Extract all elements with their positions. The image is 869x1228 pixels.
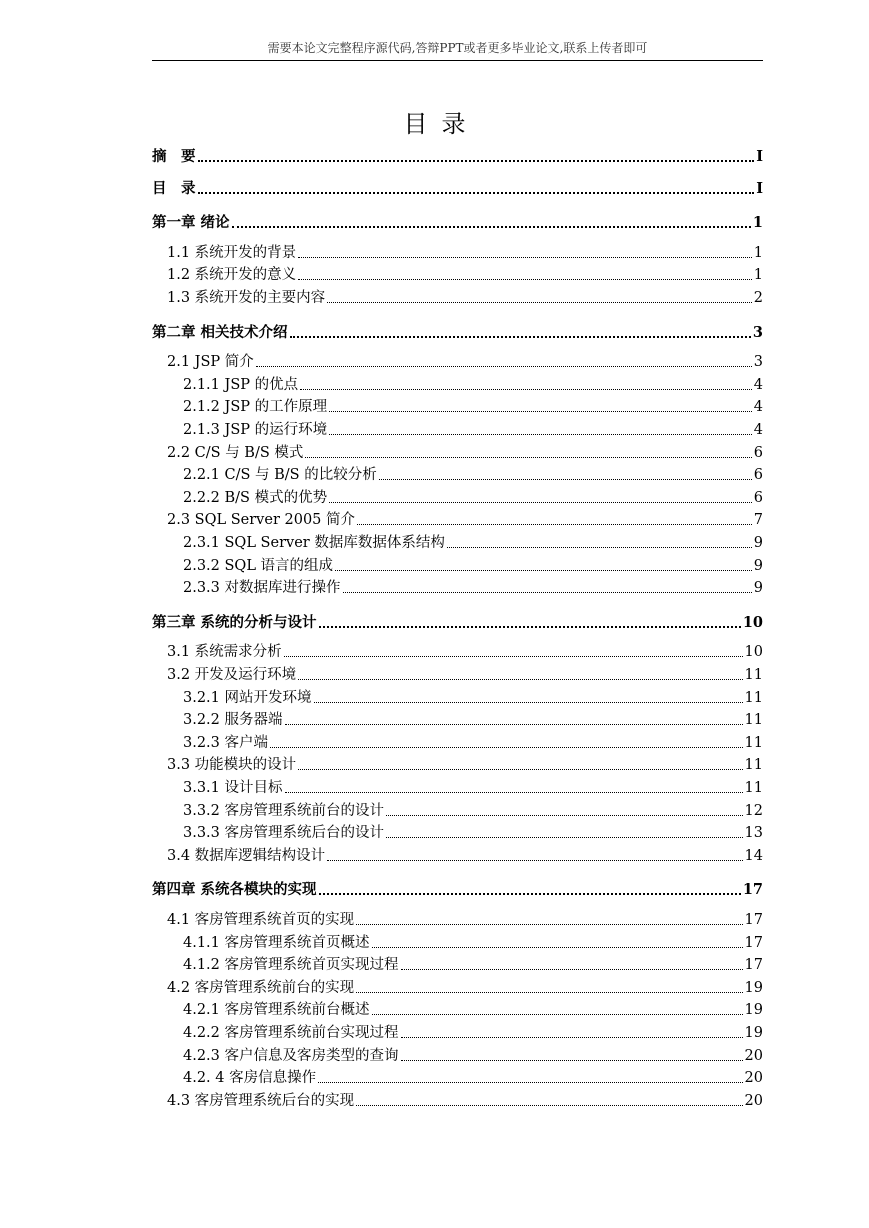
toc-section-entry[interactable] bbox=[152, 707, 763, 729]
toc-entry-page-number: 19 bbox=[744, 979, 763, 996]
toc-section-entry[interactable] bbox=[152, 662, 763, 684]
toc-section-entry[interactable] bbox=[152, 530, 763, 552]
toc-dot-leader bbox=[256, 365, 752, 367]
toc-entry-label: 2.2.2 B/S 模式的优势 bbox=[183, 489, 328, 506]
toc-chapter-entry[interactable] bbox=[152, 144, 763, 166]
toc-entry-label: 1.3 系统开发的主要内容 bbox=[167, 290, 326, 306]
toc-entry-page-number: 1 bbox=[752, 214, 763, 232]
toc-entry-label: 2.3.1 SQL Server 数据库数据体系结构 bbox=[183, 535, 445, 551]
toc-section-entry[interactable] bbox=[152, 997, 763, 1019]
toc-dot-leader bbox=[305, 456, 751, 458]
toc-entry-page-number: 6 bbox=[753, 444, 763, 461]
toc-entry-page-number: 17 bbox=[742, 881, 763, 899]
toc-entry-page-number: 3 bbox=[753, 354, 763, 371]
toc-entry-page-number: 6 bbox=[753, 467, 763, 484]
toc-entry-label: 4.2 客房管理系统前台的实现 bbox=[167, 979, 355, 996]
toc-entry-label: 第二章 相关技术介绍 bbox=[152, 323, 288, 341]
toc-dot-leader bbox=[298, 256, 752, 258]
toc-dot-leader bbox=[290, 335, 751, 338]
toc-section-entry[interactable] bbox=[152, 843, 763, 865]
toc-entry-label: 2.1.2 JSP 的工作原理 bbox=[183, 399, 328, 416]
toc-dot-leader bbox=[298, 768, 742, 770]
toc-dot-leader bbox=[285, 723, 743, 725]
toc-dot-leader bbox=[356, 991, 742, 993]
toc-dot-leader bbox=[298, 678, 742, 680]
toc-section-entry[interactable] bbox=[152, 1088, 763, 1110]
toc-dot-leader bbox=[198, 159, 755, 162]
toc-entry-page-number: 9 bbox=[753, 557, 763, 574]
toc-section-entry[interactable] bbox=[152, 975, 763, 997]
toc-dot-leader bbox=[372, 1013, 743, 1015]
toc-entry-label: 4.2. 4 客房信息操作 bbox=[183, 1070, 317, 1087]
toc-entry-page-number: 20 bbox=[744, 1047, 763, 1064]
toc-section-entry[interactable] bbox=[152, 440, 763, 462]
toc-entry-page-number: 20 bbox=[744, 1092, 763, 1109]
toc-entry-label: 3.4 数据库逻辑结构设计 bbox=[167, 847, 326, 864]
toc-dot-leader bbox=[401, 968, 743, 970]
toc-entry-label: 摘 要 bbox=[152, 148, 196, 165]
toc-section-entry[interactable] bbox=[152, 507, 763, 529]
toc-entry-label: 3.2.1 网站开发环境 bbox=[183, 689, 312, 706]
toc-dot-leader bbox=[356, 923, 742, 925]
toc-chapter-entry[interactable] bbox=[152, 610, 763, 632]
toc-entry-page-number: 19 bbox=[744, 1025, 763, 1041]
toc-section-entry[interactable] bbox=[152, 553, 763, 575]
toc-entry-page-number: 13 bbox=[744, 825, 763, 842]
toc-entry-page-number: 4 bbox=[753, 399, 763, 416]
toc-entry-page-number: 1 bbox=[753, 244, 763, 261]
toc-entry-label: 2.1 JSP 简介 bbox=[167, 354, 254, 371]
toc-dot-leader bbox=[284, 655, 743, 657]
toc-dot-leader bbox=[335, 569, 752, 571]
toc-entry-label: 4.2.2 客房管理系统前台实现过程 bbox=[183, 1025, 399, 1041]
toc-entry-label: 3.2 开发及运行环境 bbox=[167, 667, 297, 683]
toc-entry-page-number: 9 bbox=[753, 580, 763, 597]
toc-entry-label: 第三章 系统的分析与设计 bbox=[152, 613, 317, 631]
toc-entry-label: 4.3 客房管理系统后台的实现 bbox=[167, 1092, 355, 1109]
toc-entry-page-number: 9 bbox=[753, 535, 763, 551]
toc-dot-leader bbox=[285, 791, 743, 793]
toc-entry-label: 第四章 系统各模块的实现 bbox=[152, 881, 317, 899]
toc-dot-leader bbox=[327, 301, 752, 303]
toc-chapter-entry[interactable] bbox=[152, 210, 763, 232]
toc-section-entry[interactable] bbox=[152, 775, 763, 797]
page-header bbox=[152, 40, 763, 61]
toc-entry-label: 4.2.3 客户信息及客房类型的查询 bbox=[183, 1047, 399, 1064]
toc-entry-label: 2.2.1 C/S 与 B/S 的比较分析 bbox=[183, 467, 377, 484]
toc-dot-leader bbox=[343, 591, 752, 593]
toc-dot-leader bbox=[356, 1104, 742, 1106]
toc-dot-leader bbox=[319, 892, 741, 895]
toc-dot-leader bbox=[300, 388, 752, 390]
toc-section-entry[interactable] bbox=[152, 639, 763, 661]
toc-dot-leader bbox=[298, 278, 752, 280]
toc-entry-page-number: 11 bbox=[744, 667, 763, 683]
toc-dot-leader bbox=[401, 1059, 743, 1061]
toc-section-entry[interactable] bbox=[152, 907, 763, 929]
toc-entry-page-number: 17 bbox=[744, 957, 763, 974]
toc-entry-label: 3.2.2 服务器端 bbox=[183, 712, 283, 729]
toc-entry-page-number: 17 bbox=[744, 912, 763, 928]
toc-entry-label: 第一章 绪论 bbox=[152, 214, 230, 232]
toc-dot-leader bbox=[447, 546, 752, 548]
toc-entry-label: 1.1 系统开发的背景 bbox=[167, 244, 297, 261]
toc-section-entry[interactable] bbox=[152, 262, 763, 284]
toc-entry-label: 4.1.1 客房管理系统首页概述 bbox=[183, 934, 370, 951]
toc-section-entry[interactable] bbox=[152, 372, 763, 394]
toc-entry-label: 3.3.3 客房管理系统后台的设计 bbox=[183, 825, 385, 842]
toc-dot-leader bbox=[379, 478, 752, 480]
toc-dot-leader bbox=[319, 625, 741, 628]
toc-entry-page-number: I bbox=[756, 148, 763, 165]
toc-section-entry[interactable] bbox=[152, 349, 763, 371]
toc-entry-label: 4.1 客房管理系统首页的实现 bbox=[167, 912, 355, 928]
toc-entry-label: 2.1.1 JSP 的优点 bbox=[183, 376, 299, 393]
toc-entry-page-number: 4 bbox=[753, 376, 763, 393]
toc-section-entry[interactable] bbox=[152, 685, 763, 707]
toc-dot-leader bbox=[386, 836, 743, 838]
toc-entry-label: 3.2.3 客户端 bbox=[183, 734, 269, 751]
toc-entry-label: 2.3.2 SQL 语言的组成 bbox=[183, 557, 334, 574]
toc-entry-page-number: 12 bbox=[744, 802, 763, 819]
toc-dot-leader bbox=[329, 501, 752, 503]
header-text: 需要本论文完整程序源代码,答辩PPT或者更多毕业论文,联系上传者即可 bbox=[267, 41, 648, 55]
toc-entry-page-number: 11 bbox=[744, 780, 763, 796]
page-title: 目录 bbox=[403, 110, 480, 138]
toc-entry-label: 2.2 C/S 与 B/S 模式 bbox=[167, 444, 304, 461]
toc-entry-page-number: 10 bbox=[742, 613, 763, 631]
toc-entry-page-number: 19 bbox=[744, 1002, 763, 1019]
toc-section-entry[interactable] bbox=[152, 952, 763, 974]
toc-section-entry[interactable] bbox=[152, 1065, 763, 1087]
toc-dot-leader bbox=[386, 814, 743, 816]
toc-entry-page-number: 7 bbox=[753, 512, 763, 529]
toc-section-entry[interactable] bbox=[152, 575, 763, 597]
toc-section-entry[interactable] bbox=[152, 394, 763, 416]
toc-entry-label: 1.2 系统开发的意义 bbox=[167, 267, 297, 284]
toc-section-entry[interactable] bbox=[152, 930, 763, 952]
toc-section-entry[interactable] bbox=[152, 820, 763, 842]
toc-entry-page-number: 14 bbox=[744, 847, 763, 864]
toc-entry-page-number: 11 bbox=[744, 757, 763, 774]
toc-section-entry[interactable] bbox=[152, 285, 763, 307]
toc-entry-label: 3.3 功能模块的设计 bbox=[167, 757, 297, 774]
toc-entry-label: 2.3 SQL Server 2005 简介 bbox=[167, 512, 355, 529]
toc-section-entry[interactable] bbox=[152, 752, 763, 774]
toc-dot-leader bbox=[372, 946, 743, 948]
toc-dot-leader bbox=[270, 746, 743, 748]
toc-section-entry[interactable] bbox=[152, 1043, 763, 1065]
toc-entry-label: 2.1.3 JSP 的运行环境 bbox=[183, 422, 328, 438]
toc-entry-label: 4.2.1 客房管理系统前台概述 bbox=[183, 1002, 370, 1019]
toc-chapter-entry[interactable] bbox=[152, 320, 763, 342]
toc-dot-leader bbox=[198, 191, 755, 194]
toc-section-entry[interactable] bbox=[152, 1020, 763, 1042]
toc-section-entry[interactable] bbox=[152, 462, 763, 484]
toc-chapter-entry[interactable] bbox=[152, 176, 763, 198]
toc-chapter-entry[interactable] bbox=[152, 877, 763, 899]
toc-dot-leader bbox=[327, 859, 742, 861]
toc-entry-page-number: 17 bbox=[744, 934, 763, 951]
toc-dot-leader bbox=[401, 1036, 743, 1038]
toc-entry-page-number: 2 bbox=[753, 290, 763, 306]
toc-entry-page-number: 20 bbox=[744, 1070, 763, 1087]
toc-entry-page-number: 4 bbox=[753, 422, 763, 438]
toc-entry-page-number: 11 bbox=[744, 734, 763, 751]
toc-section-entry[interactable] bbox=[152, 730, 763, 752]
toc-entry-page-number: 1 bbox=[753, 267, 763, 284]
toc-section-entry[interactable] bbox=[152, 798, 763, 820]
toc-section-entry[interactable] bbox=[152, 485, 763, 507]
toc-entry-label: 目 录 bbox=[152, 179, 196, 197]
toc-entry-label: 3.1 系统需求分析 bbox=[167, 644, 282, 661]
toc-entry-page-number: 10 bbox=[744, 644, 763, 661]
toc-entry-label: 3.3.2 客房管理系统前台的设计 bbox=[183, 802, 385, 819]
toc-dot-leader bbox=[232, 225, 751, 228]
toc-section-entry[interactable] bbox=[152, 240, 763, 262]
toc-dot-leader bbox=[329, 410, 752, 412]
toc-entry-page-number: 3 bbox=[752, 323, 763, 341]
toc-dot-leader bbox=[318, 1081, 742, 1083]
toc-entry-page-number: 11 bbox=[744, 689, 763, 706]
toc-section-entry[interactable] bbox=[152, 417, 763, 439]
toc-dot-leader bbox=[314, 701, 743, 703]
toc-entry-page-number: 11 bbox=[744, 712, 763, 729]
toc-entry-label: 3.3.1 设计目标 bbox=[183, 780, 283, 796]
toc-entry-page-number: 6 bbox=[753, 489, 763, 506]
toc-dot-leader bbox=[357, 523, 752, 525]
toc-entry-label: 4.1.2 客房管理系统首页实现过程 bbox=[183, 957, 399, 974]
toc-entry-label: 2.3.3 对数据库进行操作 bbox=[183, 580, 341, 597]
toc-entry-page-number: I bbox=[756, 179, 763, 197]
toc-dot-leader bbox=[329, 433, 752, 435]
